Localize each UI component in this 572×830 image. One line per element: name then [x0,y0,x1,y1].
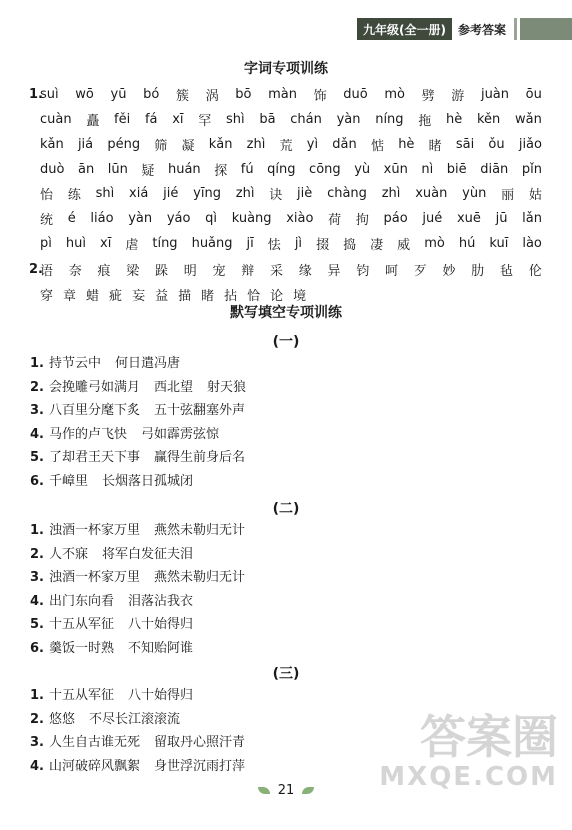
answer-token: qíng [267,161,296,177]
answer-char: 梁 [126,263,140,279]
dictation-line [30,637,193,656]
answer-token: péng [107,136,141,152]
answer-token: pì [40,235,52,251]
watermark-site: MXQE.COM [379,761,558,792]
answer-token: 罕 [198,113,212,129]
item-number: 2. [30,380,44,395]
dictation-line [30,352,180,371]
answer-phrase: 八十始得归 [128,617,194,632]
answer-token: dǎn [332,136,357,152]
answer-phrase: 泪落沾我衣 [128,594,194,609]
header-bar [520,18,572,40]
answer-token: 诀 [269,187,283,203]
answer-phrase: 会挽雕弓如满月 [48,380,140,395]
answer-token: 捣 [343,237,357,253]
answer-char: 呵 [385,263,399,279]
answer-token: bó [143,86,160,102]
answer-token: jiǎo [518,136,542,152]
answer-token: yùn [462,185,487,201]
dictation-line [30,755,245,774]
answer-token: 探 [214,163,228,179]
answer-phrase: 浊酒一杯家万里 [48,523,140,538]
answer-token: 涡 [205,88,219,104]
answer-token: níng [375,111,404,127]
item-number: 2. [30,547,44,562]
answer-token: shì [95,185,115,201]
answer-token: 睹 [428,138,442,154]
answer-token: hè [446,111,463,127]
answer-char: 痕 [97,263,111,279]
item-number: 5. [30,617,44,632]
answer-char: 肋 [471,263,485,279]
answer-phrase: 留取丹心照汗青 [154,735,246,750]
answer-token: duò [40,161,65,177]
answer-phrase: 人不寐 [48,547,88,562]
char-row [29,257,542,281]
answer-token: é [67,210,76,226]
dictation-line [30,423,219,442]
group-title: (一) [272,334,300,350]
answer-token: xuē [456,210,481,226]
dictation-line [30,708,180,727]
answer-char: 益 [155,288,169,304]
answer-char: 采 [270,263,284,279]
answer-token: 惦 [370,138,384,154]
item-number: 6. [30,641,44,656]
item-number: 1. [30,523,44,538]
answer-char: 穿 [40,288,54,304]
dictation-line [30,399,245,418]
answer-token: 虐 [125,237,139,253]
answer-token: yì [306,136,319,152]
dictation-line [30,543,193,562]
item-number: 2. [30,712,44,727]
dictation-line [30,613,193,632]
answer-token: 凝 [181,138,195,154]
answer-token: 荷 [328,212,342,228]
answer-token: zhì [381,185,401,201]
answer-token: huǎng [191,235,233,251]
answer-phrase: 羹饭一时熟 [48,641,114,656]
answer-token: lǎn [522,210,542,226]
vocab-row [40,181,542,205]
answer-char: 明 [183,263,197,279]
section-title-vocab: 字词专项训练 [244,61,328,77]
answer-token: jué [422,210,443,226]
answer-token: jié [163,185,179,201]
answer-char: 歹 [413,263,427,279]
answer-token: 游 [451,88,465,104]
answer-char: 睹 [201,288,215,304]
answer-token: 统 [40,212,54,228]
answer-token: 丽 [501,187,515,203]
answer-token: yáo [166,210,191,226]
answer-char: 疵 [109,288,123,304]
answer-token: fěi [114,111,131,127]
answer-token: xī [100,235,112,251]
answer-token: juàn [480,86,510,102]
answer-token: diān [480,161,509,177]
answer-token: fá [144,111,158,127]
item-number: 4. [30,759,44,774]
answer-token: kuàng [231,210,272,226]
answer-token: fú [240,161,254,177]
answer-phrase: 身世浮沉雨打萍 [154,759,246,774]
answer-token: 拖 [418,113,432,129]
leaf-right-icon [302,787,314,794]
answer-token: liáo [90,210,114,226]
answer-token: lūn [107,161,128,177]
answer-token: páo [383,210,408,226]
answer-token: yù [354,161,371,177]
answer-token: 劈 [421,88,435,104]
answer-token: 饰 [313,88,327,104]
answer-token: 怡 [40,187,54,203]
answer-phrase: 出门东向看 [48,594,114,609]
answer-phrase: 长烟落日孤城闭 [102,474,194,489]
answer-token: jū [495,210,508,226]
answer-token: hè [398,136,415,152]
answer-phrase: 燕然未勒归无计 [154,523,246,538]
group-title: (二) [272,501,300,517]
answer-phrase: 弓如霹雳弦惊 [141,427,220,442]
answer-char: 奈 [68,263,82,279]
answer-phrase: 射天狼 [207,380,247,395]
answer-phrase: 十五从军征 [48,617,114,632]
answer-token: 矗 [86,113,100,129]
watermark-logo [368,712,558,822]
answer-char: 章 [63,288,77,304]
answer-phrase: 千嶂里 [48,474,88,489]
item-number: 1. [29,86,43,102]
item-number: 6. [30,474,44,489]
answer-token: 威 [397,237,411,253]
answer-token: 筛 [154,138,168,154]
section-title-dictation: 默写填空专项训练 [230,305,342,321]
answer-token: wō [75,86,94,102]
answer-token: kǎn [208,136,233,152]
answer-token: chàng [327,185,367,201]
answer-token: mò [384,86,405,102]
vocab-row [40,132,542,156]
answer-token: cuàn [40,111,72,127]
answer-phrase: 燕然未勒归无计 [154,570,246,585]
answer-phrase: 不知贻阿谁 [128,641,194,656]
answer-char: 妄 [132,288,146,304]
answer-char: 辩 [241,263,255,279]
answer-token: 练 [67,187,81,203]
header-divider [514,18,517,40]
answer-label: 参考答案 [457,22,506,37]
vocab-row [29,82,542,106]
item-number: 4. [30,594,44,609]
answer-token: ān [78,161,95,177]
page-number: 21 [277,783,295,798]
answer-token: pǐn [521,161,542,177]
answer-token: wǎn [515,111,542,127]
answer-phrase: 悠悠 [48,712,75,727]
answer-token: bō [235,86,252,102]
vocab-row [40,231,542,255]
answer-char: 恰 [247,288,261,304]
item-number: 1. [30,356,44,371]
answer-token: yàn [336,111,361,127]
answer-phrase: 五十弦翻塞外声 [154,403,246,418]
dictation-line [30,684,193,703]
answer-token: xiá [129,185,149,201]
page-header [357,18,572,40]
answer-token: duō [343,86,368,102]
answer-char: 妙 [442,263,456,279]
answer-token: 簇 [175,88,189,104]
answer-token: kǎn [40,136,64,152]
answer-phrase: 八百里分麾下炙 [48,403,140,418]
vocab-row [40,206,542,230]
answer-char: 语 [40,263,54,279]
answer-phrase: 赢得生前身后名 [154,450,246,465]
answer-token: huì [65,235,86,251]
answer-token: xuàn [415,185,448,201]
answer-token: yū [110,86,127,102]
answer-token: zhì [246,136,266,152]
answer-char: 伦 [528,263,542,279]
answer-token: xī [172,111,184,127]
answer-char: 缘 [298,263,312,279]
answer-token: ōu [525,86,542,102]
answer-token: jī [246,235,254,251]
answer-char: 毡 [500,263,514,279]
answer-token: lào [522,235,542,251]
answer-char: 蜡 [86,288,100,304]
answer-phrase: 不尽长江滚滚流 [89,712,181,727]
answer-token: tíng [152,235,178,251]
answer-token: 荒 [279,138,293,154]
item-number: 3. [30,570,44,585]
answer-token: sāi [455,136,475,152]
dictation-line [30,590,193,609]
answer-phrase: 将军白发征夫泪 [102,547,194,562]
dictation-line [30,446,245,465]
answer-token: 姑 [528,187,542,203]
answer-token: jiè [297,185,313,201]
vocab-row [40,157,542,181]
answer-token: kuī [489,235,509,251]
vocab-row [40,107,542,131]
grade-badge: 九年级(全一册) [357,18,452,40]
answer-token: qì [205,210,218,226]
answer-token: zhì [235,185,255,201]
leaf-left-icon [258,787,270,794]
dictation-line [30,731,245,750]
answer-token: jiá [77,136,94,152]
answer-phrase: 山河破碎风飘絮 [48,759,140,774]
answer-phrase: 马作的卢飞快 [48,427,127,442]
answer-token: huán [167,161,201,177]
answer-token: shì [225,111,245,127]
answer-char: 宠 [212,263,226,279]
watermark-text: 答案圈 [420,710,558,764]
answer-token: 掇 [316,237,330,253]
answer-phrase: 十五从军征 [48,688,114,703]
answer-token: kěn [476,111,501,127]
answer-token: ǒu [488,136,505,152]
answer-token: yīng [193,185,221,201]
answer-char: 跺 [155,263,169,279]
answer-token: 怯 [267,237,281,253]
dictation-line [30,470,193,489]
answer-token: mò [424,235,445,251]
answer-token: jì [294,235,303,251]
answer-token: chán [290,111,322,127]
answer-char: 异 [327,263,341,279]
answer-token: xūn [383,161,408,177]
answer-token: xiào [286,210,314,226]
item-number: 3. [30,403,44,418]
answer-phrase: 了却君王天下事 [48,450,140,465]
answer-token: yàn [128,210,153,226]
answer-token: 拘 [355,212,369,228]
answer-char: 钧 [356,263,370,279]
dictation-line [30,519,245,538]
answer-char: 拈 [224,288,238,304]
answer-phrase: 持节云中 [48,356,101,371]
answer-token: màn [268,86,297,102]
item-number: 5. [30,450,44,465]
answer-char: 论 [270,288,284,304]
dictation-line [30,566,245,585]
answer-phrase: 人生自古谁无死 [48,735,140,750]
answer-phrase: 八十始得归 [128,688,194,703]
answer-token: nì [421,161,434,177]
item-number: 4. [30,427,44,442]
item-number: 3. [30,735,44,750]
item-number: 1. [30,688,44,703]
answer-token: cōng [309,161,341,177]
dictation-line [30,376,246,395]
answer-token: bā [259,111,276,127]
answer-phrase: 何日遣冯唐 [115,356,181,371]
answer-phrase: 西北望 [154,380,194,395]
answer-token: suì [40,86,59,102]
answer-char: 境 [293,288,307,304]
group-title: (三) [272,666,300,682]
answer-token: 疑 [141,163,155,179]
answer-phrase: 浊酒一杯家万里 [48,570,140,585]
item-number: 2. [29,261,43,277]
answer-char: 描 [178,288,192,304]
answer-token: 凄 [370,237,384,253]
answer-token: biē [446,161,467,177]
answer-token: hú [458,235,476,251]
